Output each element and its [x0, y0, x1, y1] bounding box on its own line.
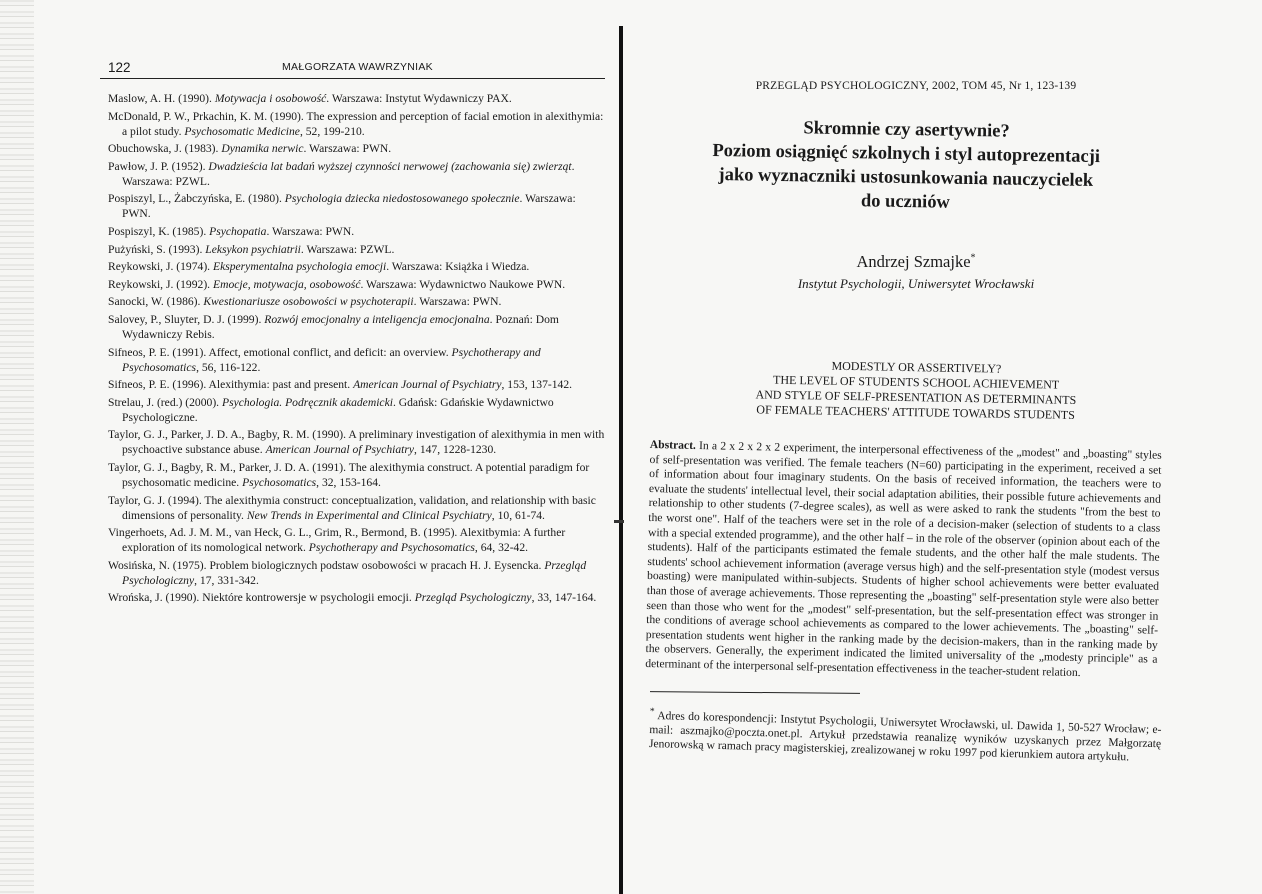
- reference-text: . Warszawa: PWN.: [303, 142, 392, 156]
- reference-title: Eksperymentalna psychologia emocji: [212, 260, 387, 274]
- reference-title: Psychologia. Podręcznik akademicki: [221, 395, 393, 409]
- page-number: 122: [108, 60, 131, 75]
- reference-text: Obuchowska, J. (1983).: [108, 142, 222, 156]
- reference-title: Kwestionariusze osobowości w psychoterapii: [203, 295, 414, 309]
- reference-text: , 17, 331-342.: [194, 573, 259, 587]
- reference-text: . Warszawa: PWN.: [266, 224, 355, 238]
- reference-text: Reykowski, J. (1974).: [108, 260, 213, 274]
- reference-text: Maslow, A. H. (1990).: [108, 92, 215, 105]
- article-title: [649, 114, 1162, 218]
- reference-text: , 52, 199-210.: [299, 124, 365, 138]
- reference-title: Psychopatia: [209, 224, 267, 238]
- reference-title: Psychotherapy and Psychosomatics: [308, 541, 475, 555]
- reference-list: [108, 91, 605, 605]
- reference-text: Reykowski, J. (1992).: [108, 277, 213, 291]
- title-line: jako wyznaczniki ustosunkowania nauczycielek: [718, 165, 1094, 191]
- title-line: Poziom osiągnięć szkolnych i styl autoprezentacji: [712, 140, 1101, 168]
- reference-text: , 147, 1228-1230.: [414, 443, 497, 457]
- author-footnote-mark: *: [970, 252, 976, 264]
- abstract-text: In a 2 x 2 x 2 x 2 experiment, the interpersonal effectiveness of the „modest" and „boasting" styles of self-presentation was verified. The female teachers (N=60) participating in the experiment, received a set of information about four imaginary students. On the basis of received information, the teachers were to evaluate the students' intellectual level, their social adaptation abilities, their possible future achievements and relationship to other students (7-degree scales), as well as were asked to rank the students "from the best to the worst one". Half of the teachers were set in the role of a decision-maker (selection of students to a class with a special extended programme), and the other half – in the role of the observer (opinion about each of the students). Half of the participants estimated the female students, and the other half the male students. The students' school achievement information (average versus high) and the self-presentation style (modest versus boasting) were manipulated within-subjects. Students of higher school achievements were better evaluated than those of average achievements. Those representing the „boasting" self-presentation style were also better seen than those who went for the „modest" self-presentation, but the self-presentation effect was stronger in the conditions of average school achievements as compared to the lower achievements. The „boasting" self-presentation students went higher in the ranking made by the decision-makers, than in the ranking made by the observers. Generally, the experiment indicated the limited universality of the „modesty principle" as a determinant of the interpersonal self-presentation effectiveness in the teacher-student relation.: [645, 439, 1162, 679]
- reference-entry: [108, 558, 605, 588]
- right-page: [645, 70, 1162, 763]
- reference-text: . Poznań: Dom Wydawniczy Rebis.: [122, 312, 559, 341]
- reference-entry: [108, 312, 605, 342]
- abstract-label: Abstract.: [649, 438, 697, 452]
- reference-text: . Warszawa: PWN.: [122, 192, 576, 221]
- reference-text: Salovey, P., Sluyter, D. J. (1999).: [108, 312, 265, 326]
- reference-text: Pospiszyl, L., Żabczyńska, E. (1980).: [108, 192, 285, 206]
- reference-entry: [108, 159, 605, 189]
- reference-title: Psychologia dziecka niedostosowanego społecznie: [284, 192, 520, 206]
- reference-title: Leksykon psychiatrii: [205, 242, 301, 256]
- reference-text: . Warszawa: Instytut Wydawniczy PAX.: [326, 92, 512, 105]
- journal-citation: PRZEGLĄD PSYCHOLOGICZNY, 2002, TOM 45, Nr 1, 123-139: [755, 80, 1077, 92]
- spine-mark: [614, 520, 624, 523]
- english-title: [650, 356, 1163, 425]
- reference-entry: [108, 91, 605, 106]
- reference-entry: [108, 224, 605, 239]
- reference-entry: [108, 395, 605, 425]
- scan-shadow-edge: [0, 0, 34, 894]
- reference-text: Pospiszyl, K. (1985).: [108, 224, 210, 238]
- reference-text: . Gdańsk: Gdańskie Wydawnictwo Psychologiczne.: [122, 395, 554, 424]
- reference-entry: [108, 242, 605, 257]
- reference-entry: [108, 460, 605, 490]
- reference-text: Pawłow, J. P. (1952).: [108, 159, 209, 173]
- english-title-line: AND STYLE OF SELF-PRESENTATION AS DETERMINANTS: [755, 387, 1077, 407]
- reference-text: Sifneos, P. E. (1991). Affect, emotional conflict, and deficit: an overview.: [108, 345, 452, 359]
- reference-text: . Warszawa: Książka i Wiedza.: [386, 260, 530, 274]
- running-head: MAŁGORZATA WAWRZYNIAK: [282, 61, 433, 73]
- title-line: do uczniów: [860, 191, 951, 213]
- footnote-mark: *: [649, 705, 655, 717]
- reference-text: Sanocki, W. (1986).: [108, 295, 204, 309]
- reference-title: New Trends in Experimental and Clinical Psychiatry: [246, 508, 492, 522]
- reference-title: Przegląd Psychologiczny: [122, 558, 587, 587]
- english-title-line: MODESTLY OR ASSERTIVELY?: [831, 358, 1002, 376]
- reference-text: , 56, 116-122.: [196, 360, 261, 374]
- reference-title: Psychosomatic Medicine: [184, 124, 300, 138]
- english-title-line: OF FEMALE TEACHERS' ATTITUDE TOWARDS STUDENTS: [756, 402, 1075, 422]
- reference-text: Sifneos, P. E. (1996). Alexithymia: past and present.: [108, 378, 354, 392]
- reference-text: , 10, 61-74.: [491, 508, 545, 522]
- reference-text: . Warszawa: PZWL.: [122, 159, 575, 188]
- reference-text: Taylor, G. J. (1994). The alexithymia construct: conceptualization, validation, and relationship with basic dimensions of personality.: [108, 493, 596, 522]
- reference-title: Przegląd Psychologiczny: [414, 591, 532, 605]
- reference-text: Taylor, G. J., Bagby, R. M., Parker, J. D. A. (1991). The alexithymia construct. A potential paradigm for psychosomatic medicine.: [108, 460, 590, 489]
- reference-title: Rozwój emocjonalny a inteligencja emocjonalna: [264, 312, 490, 326]
- reference-entry: [108, 294, 605, 309]
- reference-text: , 33, 147-164.: [531, 591, 597, 605]
- reference-entry: [108, 493, 605, 523]
- english-title-line: THE LEVEL OF STUDENTS SCHOOL ACHIEVEMENT: [772, 372, 1060, 392]
- reference-text: . Warszawa: PWN.: [413, 295, 502, 309]
- title-line: Skromnie czy asertywnie?: [803, 118, 1010, 142]
- author-name: [650, 252, 1162, 272]
- reference-entry: [108, 109, 605, 139]
- reference-entry: [108, 259, 605, 274]
- reference-title: Psychotherapy and Psychosomatics: [122, 345, 541, 374]
- book-spine: [619, 26, 623, 894]
- footnote-rule: [650, 691, 860, 694]
- reference-entry: [108, 191, 605, 221]
- reference-entry: [108, 345, 605, 375]
- left-page: [100, 56, 605, 608]
- reference-title: Dynamika nerwic: [221, 142, 304, 156]
- reference-entry: [108, 590, 605, 605]
- reference-title: American Journal of Psychiatry: [265, 443, 415, 457]
- left-page-header: [100, 56, 605, 79]
- reference-text: Wosińska, N. (1975). Problem biologicznych podstaw osobowości w pracach H. J. Eysencka.: [108, 558, 545, 572]
- reference-entry: [108, 377, 605, 392]
- reference-text: Pużyński, S. (1993).: [108, 242, 206, 256]
- footnote-text: Adres do korespondencji: Instytut Psychologii, Uniwersytet Wrocławski, ul. Dawida 1, 50-527 Wrocław; e-mail: aszmajko@poczta.onet.pl. Artykuł przedstawia reanalizę wyników uzyskanych przez Małgorzatę Jenorowską w ramach pracy magisterskiej, zrealizowanej w roku 1997 pod kierunkiem autora artykułu.: [648, 708, 1162, 763]
- author-text: Andrzej Szmajke: [856, 252, 971, 271]
- reference-text: , 64, 32-42.: [474, 541, 529, 555]
- reference-entry: [108, 141, 605, 156]
- reference-title: American Journal of Psychiatry: [353, 378, 502, 392]
- reference-title: Emocje, motywacja, osobowość: [212, 277, 361, 291]
- abstract: [645, 438, 1162, 682]
- reference-text: . Warszawa: PZWL.: [300, 242, 395, 256]
- reference-entry: [108, 427, 605, 457]
- reference-text: Taylor, G. J., Parker, J. D. A., Bagby, R. M. (1990). A preliminary investigation of alexithymia in men with psychoactive substance abuse.: [108, 428, 605, 457]
- reference-text: Wrońska, J. (1990). Niektóre kontrowersje w psychologii emocji.: [108, 591, 415, 605]
- reference-text: , 32, 153-164.: [316, 475, 381, 489]
- reference-text: Vingerhoets, Ad. J. M. M., van Heck, G. L., Grim, R., Bermond, B. (1995). Alexitbymia: A further exploration of its nomological network.: [108, 526, 566, 555]
- reference-text: . Warszawa: Wydawnictwo Naukowe PWN.: [360, 277, 566, 291]
- reference-entry: [108, 277, 605, 292]
- reference-text: , 153, 137-142.: [501, 378, 573, 392]
- reference-entry: [108, 525, 605, 555]
- reference-title: Psychosomatics: [242, 475, 317, 489]
- reference-text: Strelau, J. (red.) (2000).: [108, 395, 222, 409]
- reference-text: McDonald, P. W., Prkachin, K. M. (1990). The expression and perception of facial emotion in alexithymia: a pilot study.: [108, 109, 604, 138]
- footnote: [649, 705, 1162, 765]
- reference-title: Dwadzieścia lat badań wyższej czynności nerwowej (zachowania się) zwierząt: [208, 159, 572, 173]
- reference-title: Motywacja i osobowość: [214, 92, 327, 105]
- author-affiliation: Instytut Psychologii, Uniwersytet Wrocławski: [797, 276, 1035, 291]
